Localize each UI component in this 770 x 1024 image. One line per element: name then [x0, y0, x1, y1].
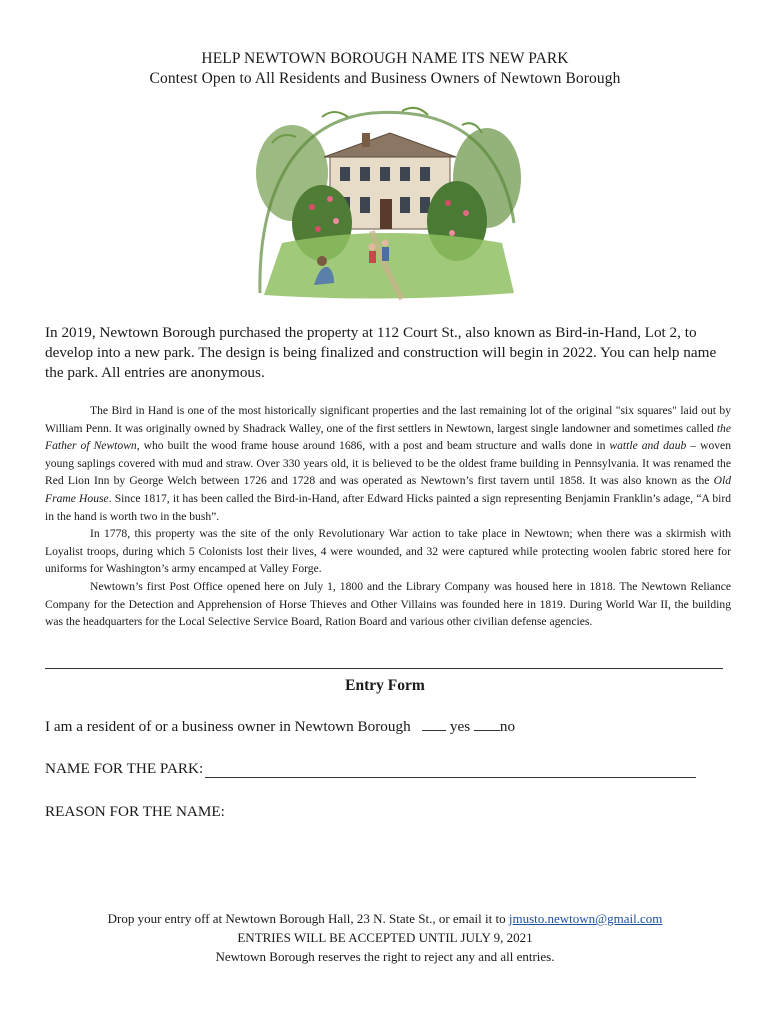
bird-in-hand-illustration — [252, 103, 524, 303]
no-blank[interactable] — [474, 716, 500, 731]
section-divider — [45, 668, 723, 669]
disclaimer: Newtown Borough reserves the right to reject any and all entries. — [215, 949, 555, 964]
intro-paragraph: In 2019, Newtown Borough purchased the property at 112 Court St., also known as Bird-in-Hand, Lot 2, to develop into a new park. The design is being finalized and construction will begin in 2022. You can help name the park. All entries are anonymous. — [45, 324, 717, 381]
entry-form-title: Entry Form — [345, 677, 425, 694]
history-paragraph-3: Newtown’s first Post Office opened here on July 1, 1800 and the Library Company was housed here in 1818. The Newtown Reliance Company for the Detection and Apprehension of Horse Thieves and Other Villains was founded here in 1819. During World War II, the building was the headquarters for the Local Selective Service Board, Ration Board and various other civilian defense agencies. — [45, 579, 731, 629]
page-subtitle: Contest Open to All Residents and Business Owners of Newtown Borough — [149, 70, 621, 87]
history-section — [45, 402, 731, 631]
page-title: HELP NEWTOWN BOROUGH NAME ITS NEW PARK — [201, 50, 569, 67]
reason-label: REASON FOR THE NAME: — [45, 803, 225, 820]
resident-question — [45, 716, 515, 736]
history-paragraph-1: The Bird in Hand is one of the most historically significant properties and the last remaining lot of the original "six squares" laid out by William Penn. It was originally owned by Shadrack Walley, one of the first settlers in Newtown, largest single landowner and sometimes called the Father of Newtown, who built the wood frame house around 1686, with a post and beam structure and walls done in wattle and daub – woven young saplings covered with mud and straw. Over 330 years old, it is believed to be the oldest frame building in Pennsylvania. It was renamed the Red Lion Inn by George Welch between 1726 and 1728 and was operated as Newtown’s first tavern until 1858. It was also known as the Old Frame House. Since 1817, it has been called the Bird-in-Hand, after Edward Hicks painted a sign representing Benjamin Franklin’s adage, “A bird in the hand is worth two in the bush”. — [45, 404, 732, 523]
email-link[interactable]: jmusto.newtown@gmail.com — [508, 911, 663, 926]
park-name-field[interactable] — [205, 763, 696, 778]
resident-label: I am a resident of or a business owner in Newtown Borough — [45, 718, 411, 735]
park-name-label: NAME FOR THE PARK: — [45, 760, 204, 777]
drop-off-instructions: Drop your entry off at Newtown Borough Hall, 23 N. State St., or email it to jmusto.newtown@gmail.com — [107, 911, 663, 926]
park-name-row — [45, 760, 696, 778]
yes-label: yes — [449, 718, 471, 735]
no-label: no — [499, 718, 516, 735]
history-paragraph-2: In 1778, this property was the site of the only Revolutionary War action to take place in Newtown; when there was a skirmish with Loyalist troops, during which 5 Colonists lost their lives, 4 were wounded, and 32 were captured while protecting woolen fabric stored here for uniforms for Washington’s army encamped at Valley Forge. — [45, 527, 731, 576]
deadline-notice: ENTRIES WILL BE ACCEPTED UNTIL JULY 9, 2021 — [237, 930, 533, 945]
yes-blank[interactable] — [422, 716, 446, 731]
